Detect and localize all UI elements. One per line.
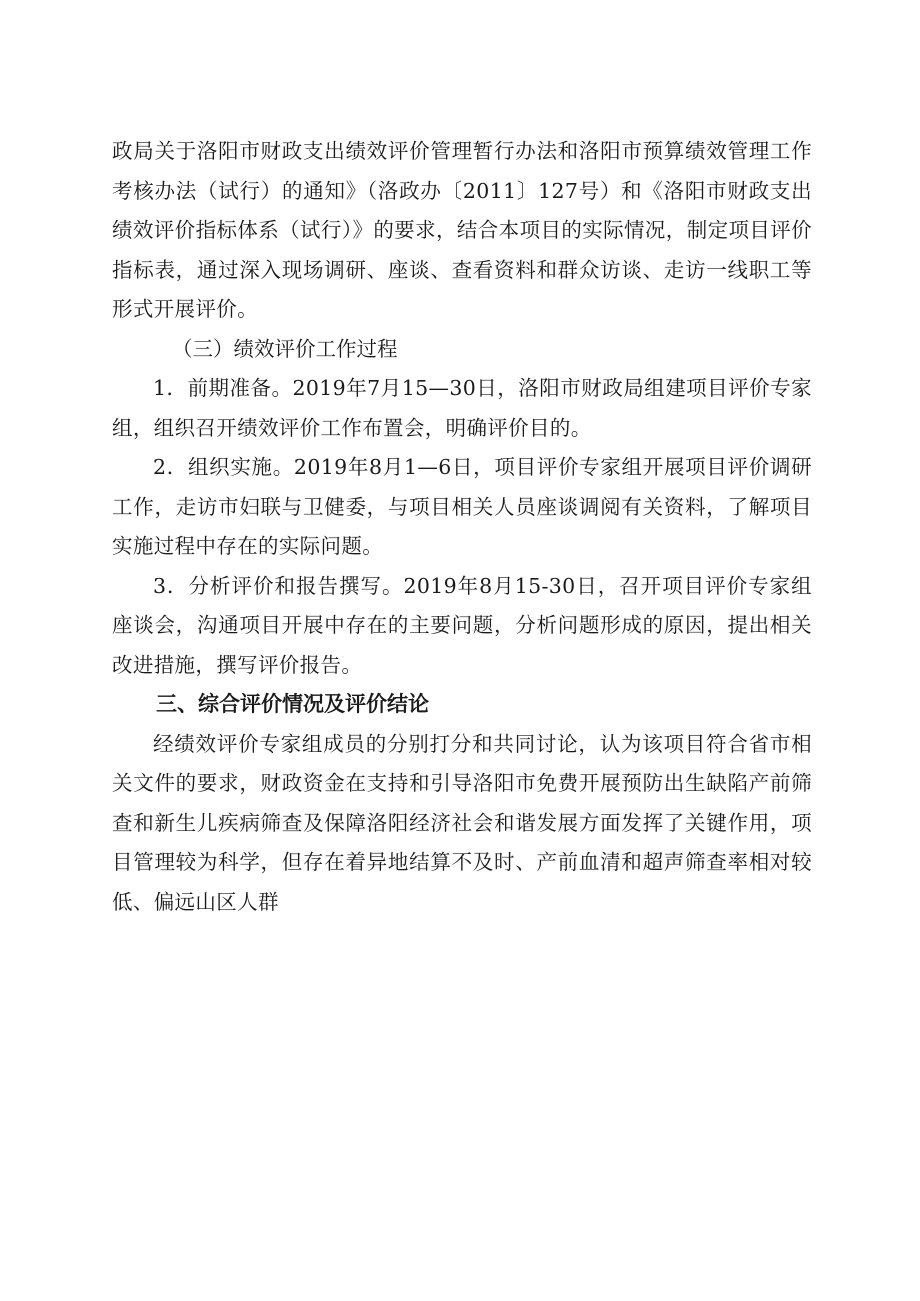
step-3-paragraph: 3．分析评价和报告撰写。2019年8月15-30日，召开项目评价专家组座谈会，沟通项目开展中存在的主要问题，分析问题形成的原因，提出相关改进措施，撰写评价报告。 — [112, 573, 812, 677]
step-1-paragraph: 1．前期准备。2019年7月15—30日，洛阳市财政局组建项目评价专家组，组织召开绩效评价工作布置会，明确评价目的。 — [112, 376, 812, 440]
section-3-heading: 三、综合评价情况及评价结论 — [156, 692, 429, 716]
step-2-paragraph: 2．组织实施。2019年8月1—6日，项目评价专家组开展项目评价调研工作，走访市妇联与卫健委，与项目相关人员座谈调阅有关资料，了解项目实施过程中存在的实际问题。 — [112, 455, 812, 558]
intro-paragraph: 政局关于洛阳市财政支出绩效评价管理暂行办法和洛阳市预算绩效管理工作考核办法（试行）的通知》（洛政办〔2011〕127号）和《洛阳市财政支出绩效评价指标体系（试行）》的要求，结合本项目的实际情况，制定项目评价指标表，通过深入现场调研、座谈、查看资料和群众访谈、走访一线职工等形式开展评价。 — [112, 139, 812, 321]
process-subheading: （三）绩效评价工作过程 — [172, 336, 398, 361]
document-body — [112, 132, 812, 922]
conclusion-paragraph: 经绩效评价专家组成员的分别打分和共同讨论，认为该项目符合省市相关文件的要求，财政资金在支持和引导洛阳市免费开展预防出生缺陷产前筛查和新生儿疾病筛查及保障洛阳经济社会和谐发展方面发挥了关键作用，项目管理较为科学，但存在着异地结算不及时、产前血清和超声筛查率相对较低、偏远山区人群 — [112, 731, 812, 914]
